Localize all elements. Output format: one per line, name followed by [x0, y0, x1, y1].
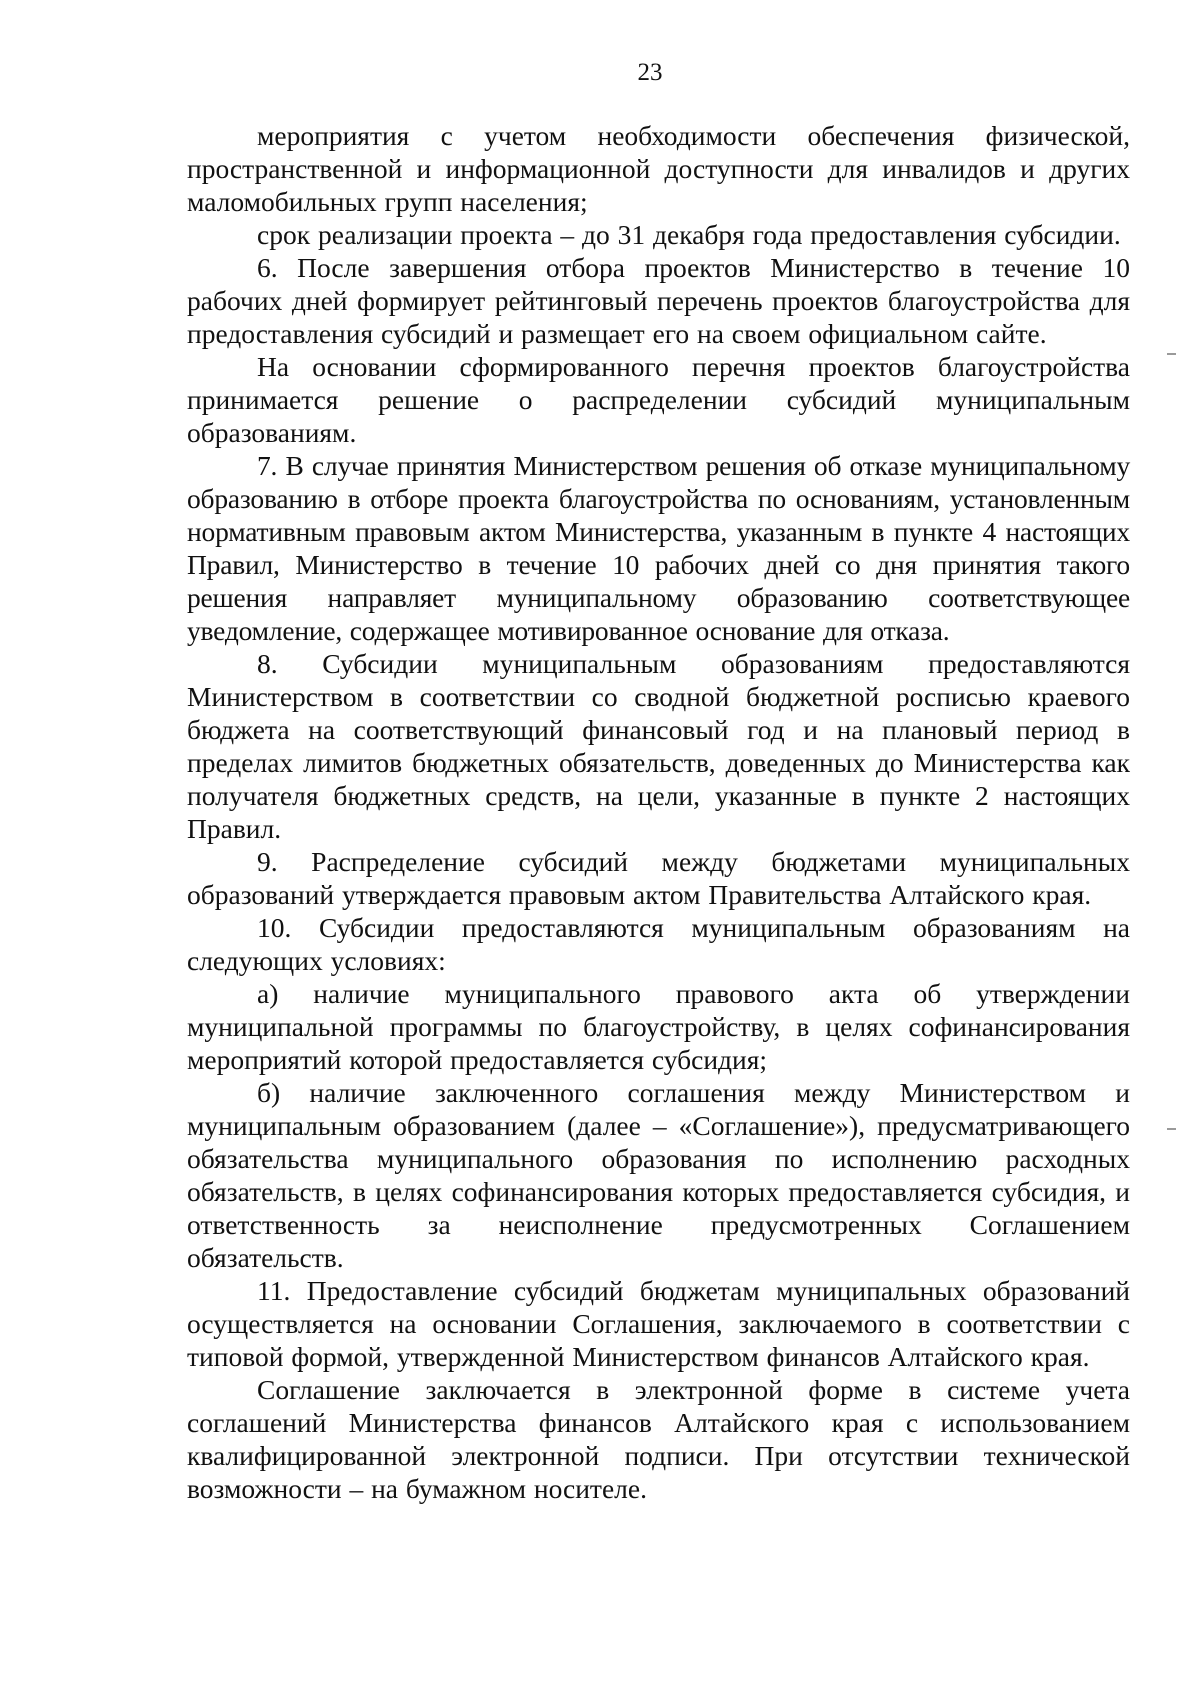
- paragraph-condition-a: а) наличие муниципального правового акта об утверждении муниципальной программы по благоустройству, в целях софинансирования мероприятий которой предоставляется субсидия;: [187, 978, 1130, 1075]
- paragraph-project-deadline: срок реализации проекта – до 31 декабря года предоставления субсидии.: [257, 219, 1121, 250]
- paragraph-item-11: 11. Предоставление субсидий бюджетам муниципальных образований осуществляется на основании Соглашения, заключаемого в соответствии с типовой формой, утвержденной Министерством финансов Алтайского края.: [187, 1275, 1130, 1372]
- paragraph-distribution-decision: На основании сформированного перечня проектов благоустройства принимается решение о распределении субсидий муниципальным образованиям.: [187, 351, 1130, 448]
- paragraph-accessibility-requirements: мероприятия с учетом необходимости обеспечения физической, пространственной и информационной доступности для инвалидов и других маломобильных групп населения;: [187, 120, 1130, 217]
- paragraph-item-10: 10. Субсидии предоставляются муниципальным образованиям на следующих условиях:: [187, 912, 1130, 976]
- document-body: [187, 119, 1130, 1505]
- paragraph-item-6: 6. После завершения отбора проектов Министерство в течение 10 рабочих дней формирует рейтинговый перечень проектов благоустройства для предоставления субсидий и размещает его на своем официальном сайте.: [187, 252, 1130, 349]
- paragraph-item-9: 9. Распределение субсидий между бюджетами муниципальных образований утверждается правовым актом Правительства Алтайского края.: [187, 846, 1130, 910]
- paragraph-condition-b: б) наличие заключенного соглашения между Министерством и муниципальным образованием (далее – «Соглашение»), предусматривающего обязательства муниципального образования по исполнению расходных обязательств, в целях софинансирования которых предоставляется субсидия, и ответственность за неисполнение предусмотренных Соглашением обязательств.: [187, 1077, 1130, 1273]
- scan-mark: [1167, 353, 1176, 355]
- paragraph-item-7: 7. В случае принятия Министерством решения об отказе муниципальному образованию в отборе проекта благоустройства по основаниям, установленным нормативным правовым актом Министерства, указанным в пункте 4 настоящих Правил, Министерство в течение 10 рабочих дней со дня принятия такого решения направляет муниципальному образованию соответствующее уведомление, содержащее мотивированное основание для отказа.: [187, 450, 1130, 646]
- page-number: 23: [637, 59, 663, 86]
- paragraph-electronic-agreement: Соглашение заключается в электронной форме в системе учета соглашений Министерства финансов Алтайского края с использованием квалифицированной электронной подписи. При отсутствии технической возможности – на бумажном носителе.: [187, 1374, 1130, 1504]
- scan-mark: [1167, 1128, 1176, 1130]
- paragraph-item-8: 8. Субсидии муниципальным образованиям предоставляются Министерством в соответствии со сводной бюджетной росписью краевого бюджета на соответствующий финансовый год и на плановый период в пределах лимитов бюджетных обязательств, доведенных до Министерства как получателя бюджетных средств, на цели, указанные в пункте 2 настоящих Правил.: [187, 648, 1130, 844]
